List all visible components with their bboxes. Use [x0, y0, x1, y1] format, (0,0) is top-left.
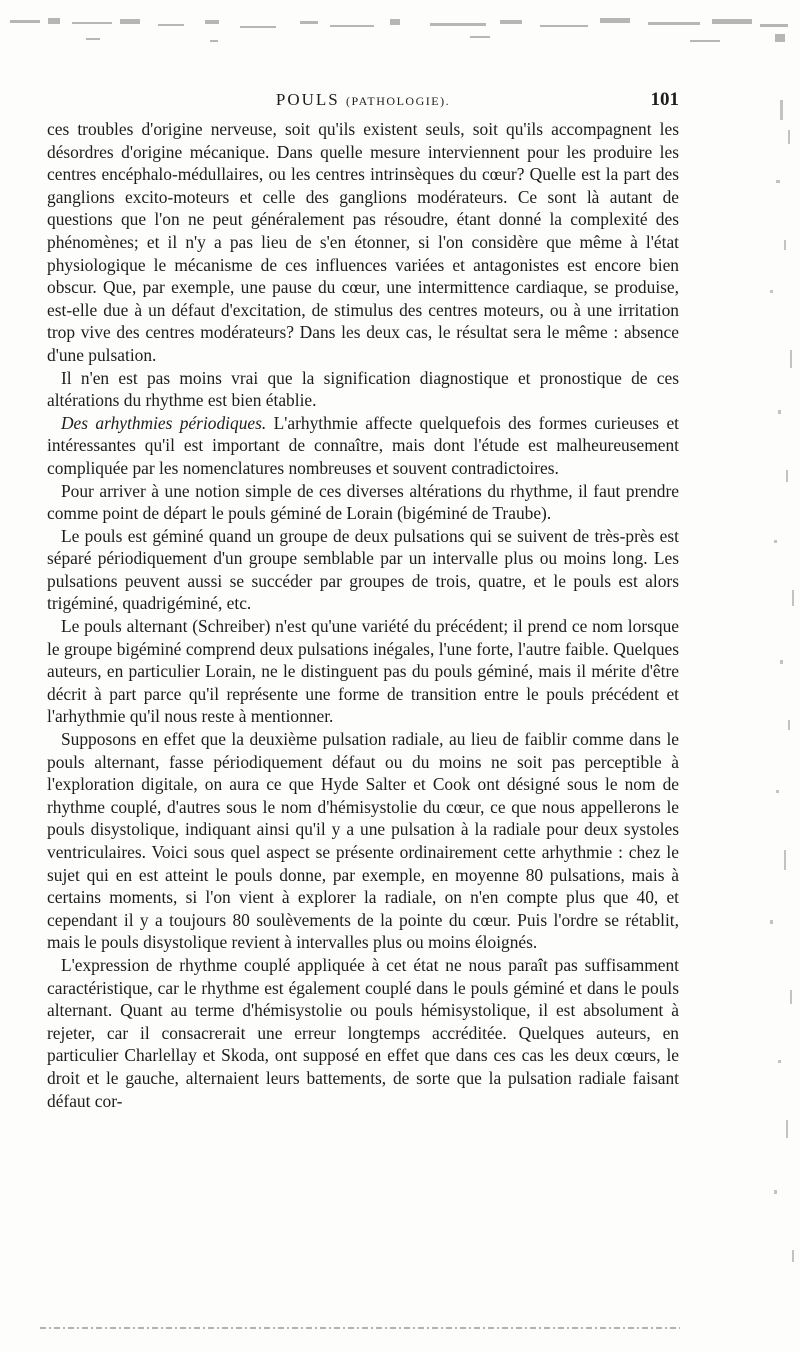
paragraph-1: ces troubles d'origine nerveuse, soit qu'ils existent seuls, soit qu'ils accompagnent les désordres d'origine mécanique. Dans quelle mesure interviennent pour les produire les centres encéphalo-médullaires, ou les centres intrinsèques du cœur? Quelle est la part des ganglions excito-moteurs et celle des ganglions modérateurs. Ce sont là autant de questions que l'on ne peut généralement pas résoudre, étant donné la complexité des phénomènes; et il n'y a pas lieu de s'en étonner, si l'on considère que même à l'état physiologique le mécanisme de ces influences variées et antagonistes est encore bien obscur. Que, par exemple, une pause du cœur, une intermittence cardiaque, se produise, est-elle due à un défaut d'excitation, de stimulus des centres moteurs, ou à une irritation trop vive des centres modérateurs? Dans les deux cas, le résultat sera le même : absence d'une pulsation. — [47, 119, 679, 365]
running-title-word: POULS — [275, 90, 340, 109]
section-heading-arhythmies: Des arhythmies périodiques. — [61, 412, 267, 433]
paragraph-3 — [47, 412, 679, 480]
page-number: 101 — [650, 89, 679, 110]
running-head — [47, 88, 679, 116]
paragraph-2: Il n'en est pas moins vrai que la signification diagnostique et pronostique de ces altérations du rhythme est bien établie. — [47, 367, 679, 411]
scan-noise-margin — [740, 70, 800, 1290]
paragraph-5: Le pouls est géminé quand un groupe de deux pulsations qui se suivent de très-près est séparé périodiquement d'un groupe semblable par un intervalle plus ou moins long. Les pulsations peuvent aussi se succéder par groupes de trois, quatre, et le pouls est alors trigéminé, quadrigéminé, etc. — [47, 525, 679, 614]
body-text — [47, 118, 679, 1112]
scan-noise-top — [0, 0, 800, 62]
paragraph-7: Supposons en effet que la deuxième pulsation radiale, au lieu de faiblir comme dans le pouls alternant, fasse périodiquement défaut ou du moins ne soit pas perceptible à l'exploration digitale, on aura ce que Hyde Salter et Cook ont désigné sous le nom de rhythme couplé, d'autres sous le nom d'hémisystolie du cœur, ce que nous appellerons le pouls disystolique, indiquant ainsi qu'il y a une pulsation à la radiale pour deux systoles ventriculaires. Voici sous quel aspect se présente ordinairement cette arhythmie : chez le sujet qui en est atteint le pouls donne, par exemple, en moyenne 80 pulsations, mais à certains moments, si l'on vient à explorer la radiale, on n'en compte plus que 40, et cependant il y a toujours 80 soulèvements de la pointe du cœur. Puis l'ordre se rétablit, mais le pouls disystolique revient à intervalles plus ou moins éloignés. — [47, 729, 679, 953]
paragraph-8: L'expression de rhythme couplé appliquée à cet état ne nous paraît pas suffisamment caractéristique, car le rhythme est également couplé dans le pouls géminé et dans le pouls alternant. Quant au terme d'hémisystolie ou pouls hémisystolique, il est absolument à rejeter, car il consacrerait une erreur longtemps accréditée. Quelques auteurs, en particulier Charlellay et Skoda, ont supposé en effet que dans ces cas les deux cœurs, le droit et le gauche, alternaient leurs battements, de sorte que la pulsation radiale faisant défaut cor- — [47, 954, 679, 1111]
running-title-paren: (PATHOLOGIE). — [346, 94, 451, 108]
running-title — [47, 88, 679, 113]
paragraph-3-text: L'arhythmie affecte quelquefois des formes curieuses et intéressantes qu'il est important de connaître, mais dont l'étude est malheureusement compliquée par les nomenclatures nombreuses et souvent contradictoires. — [47, 412, 679, 478]
paragraph-6: Le pouls alternant (Schreiber) n'est qu'une variété du précédent; il prend ce nom lorsque le groupe bigéminé comprend deux pulsations inégales, l'une forte, l'autre faible. Quelques auteurs, en particulier Lorain, ne le distinguent pas du pouls géminé, mais il mérite d'être décrit à part parce qu'il représente une forme de transition entre le pouls précédent et l'arhythmie qu'il nous reste à mentionner. — [47, 616, 679, 727]
scan-noise-bottom-rule — [40, 1325, 680, 1331]
paragraph-4: Pour arriver à une notion simple de ces diverses altérations du rhythme, il faut prendre comme point de départ le pouls géminé de Lorain (bigéminé de Traube). — [47, 480, 679, 524]
